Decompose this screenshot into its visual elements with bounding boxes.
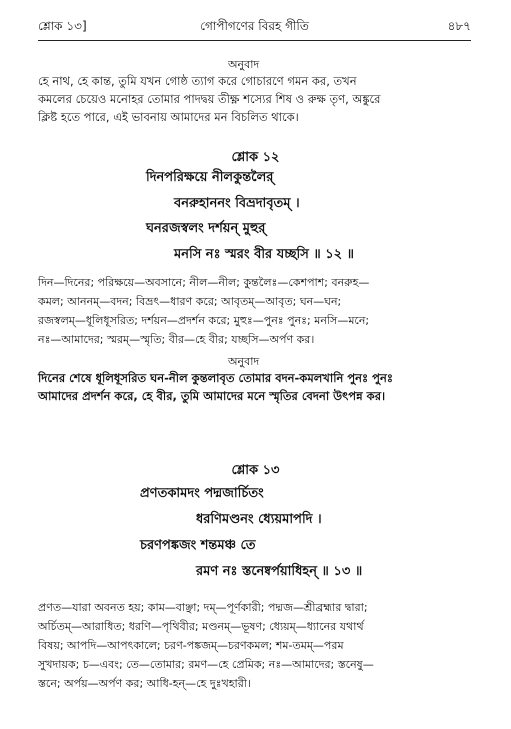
translation-label-12: অনুবাদ	[228, 355, 260, 368]
page-header	[38, 18, 471, 40]
verse-13-line-4: রমণ নঃ স্তনেষ্বর্পয়াধিহন্ ॥ ১৩ ॥	[196, 564, 363, 579]
header-chapter-title: গোপীগণের বিরহ গীতি	[200, 19, 309, 33]
verse-13-line-3: চরণপঙ্কজং শন্তমঞ্চ তে	[140, 538, 256, 553]
verse-12-line-3: ঘনরজস্বলং দর্শয়ন্ মুহুর্	[146, 221, 266, 236]
word-meaning-line: স্তনে; অর্পয়—অর্পণ কর; আধি-হন্—হে দুঃখহারী।	[38, 677, 251, 690]
page-number: ৪৮৭	[447, 19, 471, 33]
translation-line: আমাদের প্রদর্শন করে, হে বীর, তুমি আমাদের মনে স্মৃতির বেদনা উৎপন্ন কর।	[38, 389, 386, 404]
translation-paragraph-11	[38, 72, 471, 127]
verse-12-word-meanings	[38, 273, 471, 349]
word-meaning-line: অর্চিতম্—আরাধিত; ধরণি—পৃথিবীর; মণ্ডনম্—ভূষণ; ধ্যেয়ম্—ধ্যানের যথার্থ	[38, 620, 364, 633]
header-verse-ref: শ্লোক ১৩]	[38, 19, 87, 33]
word-meaning-line: নঃ—আমাদের; স্মরম্—স্মৃতি; বীর—হে বীর; যচ্ছসি—অর্পণ কর।	[38, 333, 315, 346]
word-meaning-line: বিষয়; আপদি—আপৎকালে; চরণ-পঙ্কজম্—চরণকমল; শম-তমম্—পরম	[38, 639, 344, 652]
word-meaning-line: রজস্বলম্—ধূলিধূসরিত; দর্শয়ন—প্রদর্শন করে; মুহুঃ—পুনঃ পুনঃ; মনসি—মনে;	[38, 314, 370, 327]
verse-12-line-2: বনরুহাননং বিভ্রদাবৃতম্ ।	[174, 196, 300, 211]
word-meaning-line: কমল; আননম্—বদন; বিভ্রৎ—ধারণ করে; আবৃতম্—আবৃত; ঘন—ঘন;	[38, 295, 342, 308]
translation-paragraph-12	[38, 369, 471, 405]
verse-13-word-meanings	[38, 598, 471, 693]
word-meaning-line: দিন—দিনের; পরিক্ষয়ে—অবসানে; নীল—নীল; কুন্তলৈঃ—কেশপাশ; বনরুহ—	[38, 276, 370, 289]
translation-line: ক্লিষ্ট হতে পারে, এই ভাবনায় আমাদের মন বিচলিত থাকে।	[38, 110, 299, 125]
verse-13-line-1: প্রণতকামদং পদ্মজার্চিতং	[140, 486, 264, 501]
translation-label-11: অনুবাদ	[228, 58, 260, 71]
verse-13-heading: শ্লোক ১৩	[231, 463, 280, 478]
translation-line: কমলের চেয়েও মনোহর তোমার পাদদ্বয় তীক্ষ্ণ শস্যের শিষ ও রুক্ষ তৃণ, অঙ্কুরে	[38, 92, 381, 107]
verse-12-line-4: মনসি নঃ স্মরং বীর যচ্ছসি ॥ ১২ ॥	[174, 247, 354, 262]
verse-12-heading: শ্লোক ১২	[231, 150, 280, 165]
header-rule	[38, 40, 471, 41]
verse-13-line-2: ধরণিমণ্ডনং ধ্যেয়মাপদি ।	[196, 512, 322, 527]
translation-line: দিনের শেষে ধূলিধূসরিত ঘন-নীল কুন্তলাবৃত তোমার বদন-কমলখানি পুনঃ পুনঃ	[38, 371, 393, 385]
translation-line: হে নাথ, হে কান্ত, তুমি যখন গোষ্ঠ ত্যাগ করে গোচারণে গমন কর, তখন	[38, 74, 357, 88]
verse-12-line-1: দিনপরিক্ষয়ে নীলকুন্তলৈর্	[146, 170, 274, 185]
word-meaning-line: প্রণত—যারা অবনত হয়; কাম—বাঞ্ছা; দম্—পূর্ণকারী; পদ্মজ—শ্রীব্রহ্মার দ্বারা;	[38, 601, 368, 614]
word-meaning-line: সুখদায়ক; চ—এবং; তে—তোমার; রমণ—হে প্রেমিক; নঃ—আমাদের; স্তনেষু—	[38, 658, 374, 671]
